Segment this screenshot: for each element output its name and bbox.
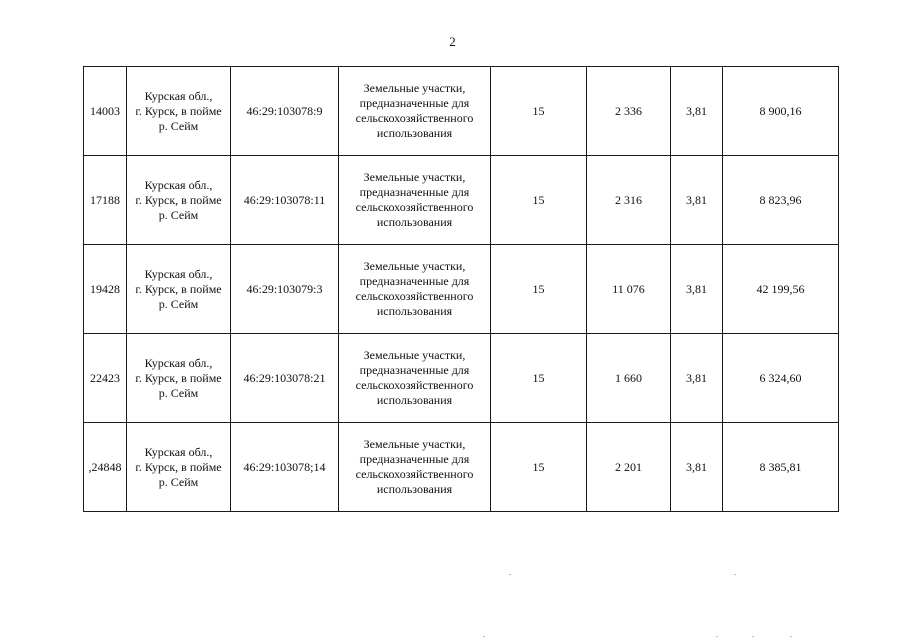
cell-text-line: г. Курск, в пойме	[135, 281, 222, 296]
cell-text-line: Курская обл.,	[144, 88, 213, 103]
table-row	[84, 156, 839, 245]
land-parcels-table	[83, 66, 839, 512]
cell-text-line: предназначенные для	[359, 274, 470, 288]
cell-text-line: г. Курск, в пойме	[135, 192, 222, 207]
cell-text-line: р. Сейм	[158, 385, 199, 400]
cadastral-number-cell: 46:29:103078;14	[231, 423, 339, 512]
cell-text-line: г. Курск, в пойме	[135, 459, 222, 474]
cadastral-number-cell: 46:29:103079:3	[231, 245, 339, 334]
cell-text-line: Земельные участки,	[363, 437, 466, 451]
address-cell	[127, 245, 231, 334]
cell-text-line: сельскохозяйственного	[355, 467, 474, 481]
count-cell: 15	[491, 245, 587, 334]
parcel-id-cell: ,24848	[84, 423, 127, 512]
total-cell: 42 199,56	[723, 245, 839, 334]
parcel-id-cell: 22423	[84, 334, 127, 423]
parcel-id-cell: 17188	[84, 156, 127, 245]
rate-cell: 3,81	[671, 334, 723, 423]
cell-text-line: использования	[376, 215, 453, 229]
scan-speck	[509, 574, 511, 575]
rate-cell: 3,81	[671, 156, 723, 245]
total-cell: 8 900,16	[723, 67, 839, 156]
rate-cell: 3,81	[671, 245, 723, 334]
cadastral-number-cell: 46:29:103078:21	[231, 334, 339, 423]
cell-text-line: Земельные участки,	[363, 348, 466, 362]
cell-text-line: использования	[376, 482, 453, 496]
total-cell: 8 385,81	[723, 423, 839, 512]
area-cell: 2 201	[587, 423, 671, 512]
cell-text-line: предназначенные для	[359, 452, 470, 466]
cell-text-line: использования	[376, 393, 453, 407]
cadastral-number-cell: 46:29:103078:9	[231, 67, 339, 156]
count-cell: 15	[491, 67, 587, 156]
cell-text-line: использования	[376, 304, 453, 318]
cell-text-line: р. Сейм	[158, 207, 199, 222]
scan-speck	[752, 636, 754, 637]
address-cell	[127, 334, 231, 423]
scan-speck	[716, 636, 718, 637]
page-number: 2	[449, 34, 456, 49]
cell-text-line: использования	[376, 126, 453, 140]
land-category-cell	[339, 67, 491, 156]
table-row	[84, 67, 839, 156]
count-cell: 15	[491, 156, 587, 245]
rate-cell: 3,81	[671, 67, 723, 156]
cell-text-line: сельскохозяйственного	[355, 378, 474, 392]
cell-text-line: г. Курск, в пойме	[135, 370, 222, 385]
count-cell: 15	[491, 334, 587, 423]
cell-text-line: р. Сейм	[158, 118, 199, 133]
address-cell	[127, 423, 231, 512]
rate-cell: 3,81	[671, 423, 723, 512]
table-row	[84, 334, 839, 423]
cell-text-line: р. Сейм	[158, 296, 199, 311]
land-category-cell	[339, 156, 491, 245]
table-row	[84, 245, 839, 334]
scan-speck	[734, 574, 736, 575]
table-row	[84, 423, 839, 512]
cell-text-line: сельскохозяйственного	[355, 289, 474, 303]
parcel-id-cell: 19428	[84, 245, 127, 334]
address-cell	[127, 67, 231, 156]
cell-text-line: р. Сейм	[158, 474, 199, 489]
area-cell: 1 660	[587, 334, 671, 423]
land-category-cell	[339, 245, 491, 334]
cell-text-line: сельскохозяйственного	[355, 111, 474, 125]
land-category-cell	[339, 334, 491, 423]
cell-text-line: предназначенные для	[359, 96, 470, 110]
cell-text-line: сельскохозяйственного	[355, 200, 474, 214]
cell-text-line: Курская обл.,	[144, 355, 213, 370]
cell-text-line: Земельные участки,	[363, 81, 466, 95]
area-cell: 11 076	[587, 245, 671, 334]
cell-text-line: Курская обл.,	[144, 444, 213, 459]
land-category-cell	[339, 423, 491, 512]
cadastral-number-cell: 46:29:103078:11	[231, 156, 339, 245]
cell-text-line: Земельные участки,	[363, 170, 466, 184]
area-cell: 2 316	[587, 156, 671, 245]
count-cell: 15	[491, 423, 587, 512]
cell-text-line: г. Курск, в пойме	[135, 103, 222, 118]
total-cell: 6 324,60	[723, 334, 839, 423]
cell-text-line: Курская обл.,	[144, 177, 213, 192]
table-body	[84, 67, 839, 512]
total-cell: 8 823,96	[723, 156, 839, 245]
cell-text-line: Земельные участки,	[363, 259, 466, 273]
scan-speck	[483, 636, 485, 637]
scan-speck	[790, 636, 792, 637]
address-cell	[127, 156, 231, 245]
cell-text-line: Курская обл.,	[144, 266, 213, 281]
parcel-id-cell: 14003	[84, 67, 127, 156]
area-cell: 2 336	[587, 67, 671, 156]
cell-text-line: предназначенные для	[359, 185, 470, 199]
cell-text-line: предназначенные для	[359, 363, 470, 377]
